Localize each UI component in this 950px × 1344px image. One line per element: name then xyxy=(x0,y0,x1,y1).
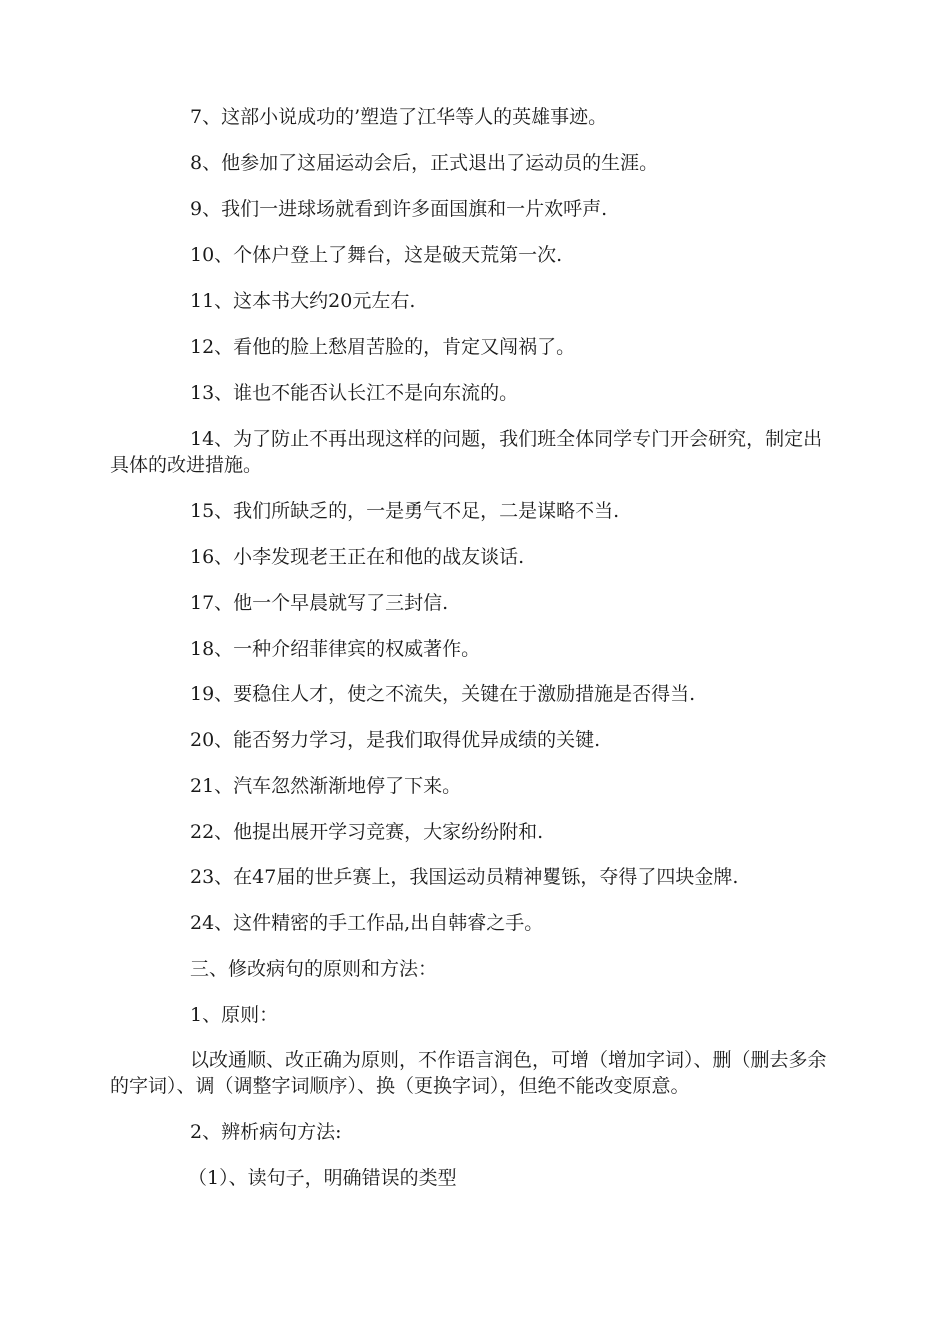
paragraph: 18、一种介绍菲律宾的权威著作。 xyxy=(190,638,481,660)
paragraph: 12、看他的脸上愁眉苦脸的，肯定又闯祸了。 xyxy=(190,336,576,358)
paragraph: 19、要稳住人才，使之不流失，关键在于激励措施是否得当. xyxy=(190,683,696,705)
paragraph: 21、汽车忽然渐渐地停了下来。 xyxy=(190,775,462,797)
paragraph: 24、这件精密的手工作品,出自韩睿之手。 xyxy=(190,912,544,934)
paragraph: 16、小李发现老王正在和他的战友谈话. xyxy=(190,546,525,568)
paragraph: 10、个体户登上了舞台，这是破天荒第一次. xyxy=(190,244,563,266)
paragraph: 17、他一个早晨就写了三封信. xyxy=(190,592,449,614)
paragraph: 8、他参加了这届运动会后，正式退出了运动员的生涯。 xyxy=(190,152,659,174)
paragraph: 9、我们一进球场就看到许多面国旗和一片欢呼声. xyxy=(190,198,608,220)
section-heading: 三、修改病句的原则和方法： xyxy=(190,958,438,980)
paragraph: 15、我们所缺乏的，一是勇气不足，二是谋略不当. xyxy=(190,500,620,522)
paragraph: 13、谁也不能否认长江不是向东流的。 xyxy=(190,382,519,404)
paragraph: 以改通顺、改正确为原则，不作语言润色，可增（增加字词）、删（删去多余的字词）、调（调整字词顺序）、换（更换字词），但绝不能改变原意。 xyxy=(110,1049,827,1097)
paragraph: 22、他提出展开学习竞赛，大家纷纷附和. xyxy=(190,821,544,843)
paragraph: 23、在47届的世乒赛上，我国运动员精神矍铄，夺得了四块金牌. xyxy=(190,866,739,888)
paragraph: 14、为了防止不再出现这样的问题，我们班全体同学专门开会研究，制定出具体的改进措施。 xyxy=(110,428,823,476)
paragraph: 11、这本书大约20元左右. xyxy=(190,290,416,312)
paragraph: 7、这部小说成功的’塑造了江华等人的英雄事迹。 xyxy=(190,106,608,128)
subheading: 1、原则： xyxy=(190,1004,279,1026)
subheading: 2、辨析病句方法: xyxy=(190,1121,342,1143)
paragraph: （1）、读句子，明确错误的类型 xyxy=(188,1167,457,1189)
paragraph: 20、能否努力学习，是我们取得优异成绩的关键. xyxy=(190,729,601,751)
